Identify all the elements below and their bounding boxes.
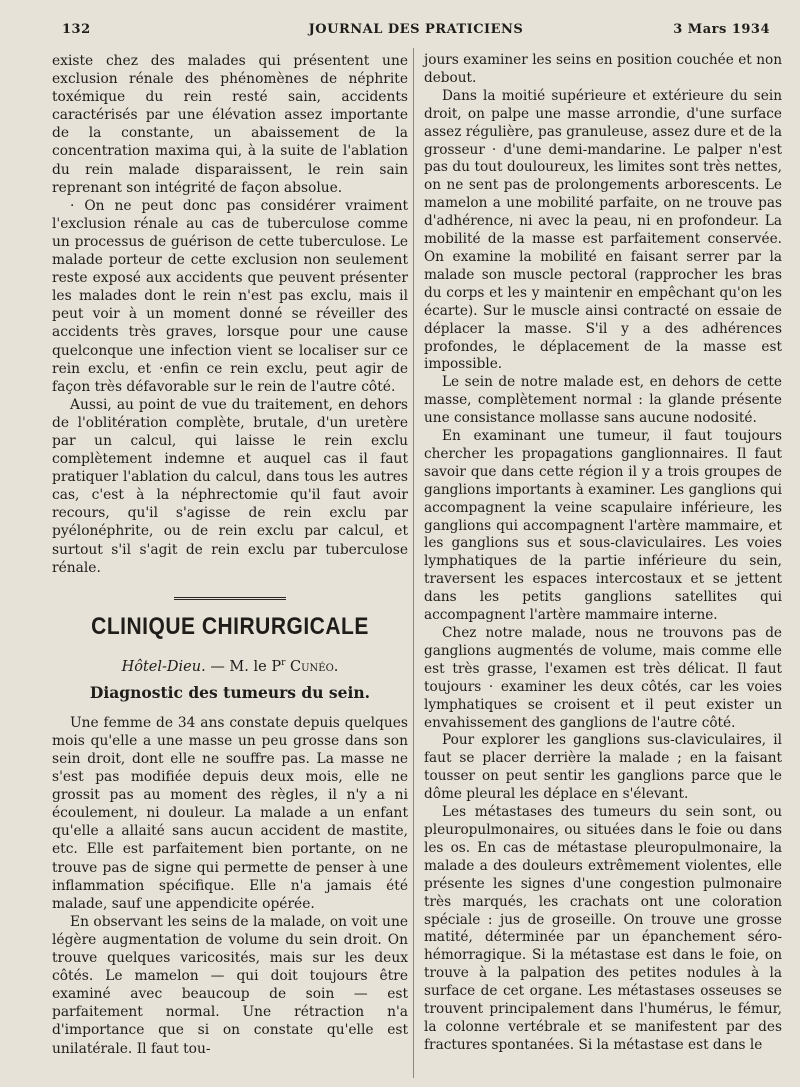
section-separator — [174, 597, 286, 602]
paragraph: Aussi, au point de vue du traitement, en dehors de l'oblitération complète, brutale, d'un uretère par un calcul, qui laisse le rein exclu complètement indemne et auquel cas il faut pratiquer l'ablation du calcul, dans tous les autres cas, c'est à la néphrectomie qu'il faut avoir recours, qu'il s'agisse de rein exclu par pyélonéphrite, ou de rein exclu par calcul, et surtout s'il s'agit de rein exclu par tuberculose rénale. — [52, 396, 408, 576]
section-title: CLINIQUE CHIRURGICALE — [91, 612, 369, 640]
paragraph: · On ne peut donc pas considérer vraiment l'exclusion rénale au cas de tuberculose comme un processus de guérison de cette tuberculose. Le malade porteur de cette exclusion non seulement reste exposé aux accidents que peuvent présenter les malades dont le rein n'est pas exclu, mais il peut voir à un moment donné se réveiller des accidents très graves, lorsque pour une cause quelconque une infection vient se localiser sur ce rein exclu, et ·enfin ce rein exclu, peut agir de façon très défavorable sur le rein de l'autre côté. — [52, 197, 408, 395]
byline-location: Hôtel-Dieu. — [121, 658, 206, 675]
paragraph: Le sein de notre malade est, en dehors de cette masse, complètement normal : la glande présente une consistance mollasse sans aucune nodosité. — [424, 374, 782, 427]
byline-title-sup: r — [281, 657, 286, 668]
column-divider — [413, 48, 414, 1078]
page-header — [62, 22, 770, 44]
page-number: 132 — [62, 22, 91, 37]
paragraph: existe chez des malades qui présentent une exclusion rénale des phénomènes de néphrite toxémique du rein resté sain, accidents caractérisés par une élévation assez importante de la constante, un abaissement de la concentration maxima qui, à la suite de l'ablation du rein malade disparaissent, le rein sain reprenant son intégrité de façon absolue. — [52, 53, 408, 196]
paragraph: Dans la moitié supérieure et extérieure du sein droit, on palpe une masse arrondie, d'une surface assez régulière, pas granuleuse, assez dure et de la grosseur · d'une demi-mandarine. Le palper n'est pas du tout douloureux, les limites sont très nettes, on ne sent pas de prolongements arborescents. Le mamelon a une mobilité parfaite, on ne trouve pas d'adhérence, ni avec la peau, ni en profondeur. La mobilité de la masse est parfaitement conservée. On examine la mobilité en faisant serrer par la malade son muscle pectoral (rapprocher les bras du corps et les y maintenir en empêchant qu'on les écarte). Sur le muscle ainsi contracté on essaie de déplacer la masse. S'il y a des adhérences profondes, le déplacement de la masse est impossible. — [424, 87, 782, 373]
paragraph: jours examiner les seins en position couchée et non debout. — [424, 52, 782, 86]
paragraph: Chez notre malade, nous ne trouvons pas de ganglions augmentés de volume, mais comme elle est très grasse, l'examen est très délicat. Il faut toujours · examiner les deux côtés, car les voies lymphatiques se croisent et il peut exister un envahissement des ganglions de l'autre côté. — [424, 625, 782, 731]
paragraph: En examinant une tumeur, il faut toujours chercher les propagations ganglionnaires. Il faut savoir que dans cette région il y a trois groupes de ganglions importants à examiner. Les ganglions qui accompagnent la veine scapulaire inférieure, les ganglions qui accompagnent l'artère mammaire, et les ganglions sus et sous-claviculaires. Les voies lymphatiques de la partie inférieure du sein, traversent les espaces intercostaux et se jettent dans les petits ganglions satellites qui accompagnent l'artère mammaire interne. — [424, 428, 782, 624]
journal-title: JOURNAL DES PRATICIENS — [308, 22, 524, 37]
right-column — [424, 52, 782, 1055]
left-column — [52, 52, 408, 1058]
byline-author: Cunéo. — [285, 658, 339, 675]
issue-date: 3 Mars 1934 — [673, 22, 770, 37]
paragraph: Une femme de 34 ans constate depuis quelques mois qu'elle a une masse un peu grosse dans son sein droit, dont elle ne souffre pas. La masse ne s'est pas modifiée depuis deux mois, elle ne grossit pas au moment des règles, il n'y a ni écoulement, ni douleur. La malade a un enfant qu'elle a allaité sans aucun accident de mastite, etc. Elle est parfaitement bien portante, on ne trouve pas de signe qui permette de penser à une inflammation spécifique. Elle n'a jamais été malade, sauf une appendicite opérée. — [52, 714, 408, 912]
byline — [52, 654, 408, 676]
paragraph: En observant les seins de la malade, on voit une légère augmentation de volume du sein droit. On trouve quelques varicosités, mais sur les deux côtés. Le mamelon — qui doit toujours être examiné avec beaucoup de soin — est parfaitement normal. Une rétraction n'a d'importance que si on constate qu'elle est unilatérale. Il faut tou- — [52, 913, 408, 1057]
byline-prefix: — M. le P — [205, 658, 282, 675]
paragraph: Pour explorer les ganglions sus-claviculaires, il faut se placer derrière la malade ; en la faisant tousser on peut sentir les ganglions parce que le dôme pleural les déplace en s'élevant. — [424, 732, 782, 803]
article-subtitle: Diagnostic des tumeurs du sein. — [89, 682, 371, 702]
paragraph: Les métastases des tumeurs du sein sont, ou pleuropulmonaires, ou situées dans le foie ou dans les os. En cas de métastase pleuropulmonaire, la malade a des douleurs extrêmement violentes, elle présente les signes d'une congestion pulmonaire très marqués, les crachats ont une coloration spéciale : jus de groseille. On trouve une grosse matité, déterminée par un épanchement séro-hémorragique. Si la métastase est dans le foie, on trouve à la palpation des petites nodules à la surface de cet organe. Les métastases osseuses se trouvent principalement dans l'humérus, le fémur, la colonne vertébrale et se manifestent par des fractures spontanées. Si la métastase est dans le — [424, 804, 782, 1053]
